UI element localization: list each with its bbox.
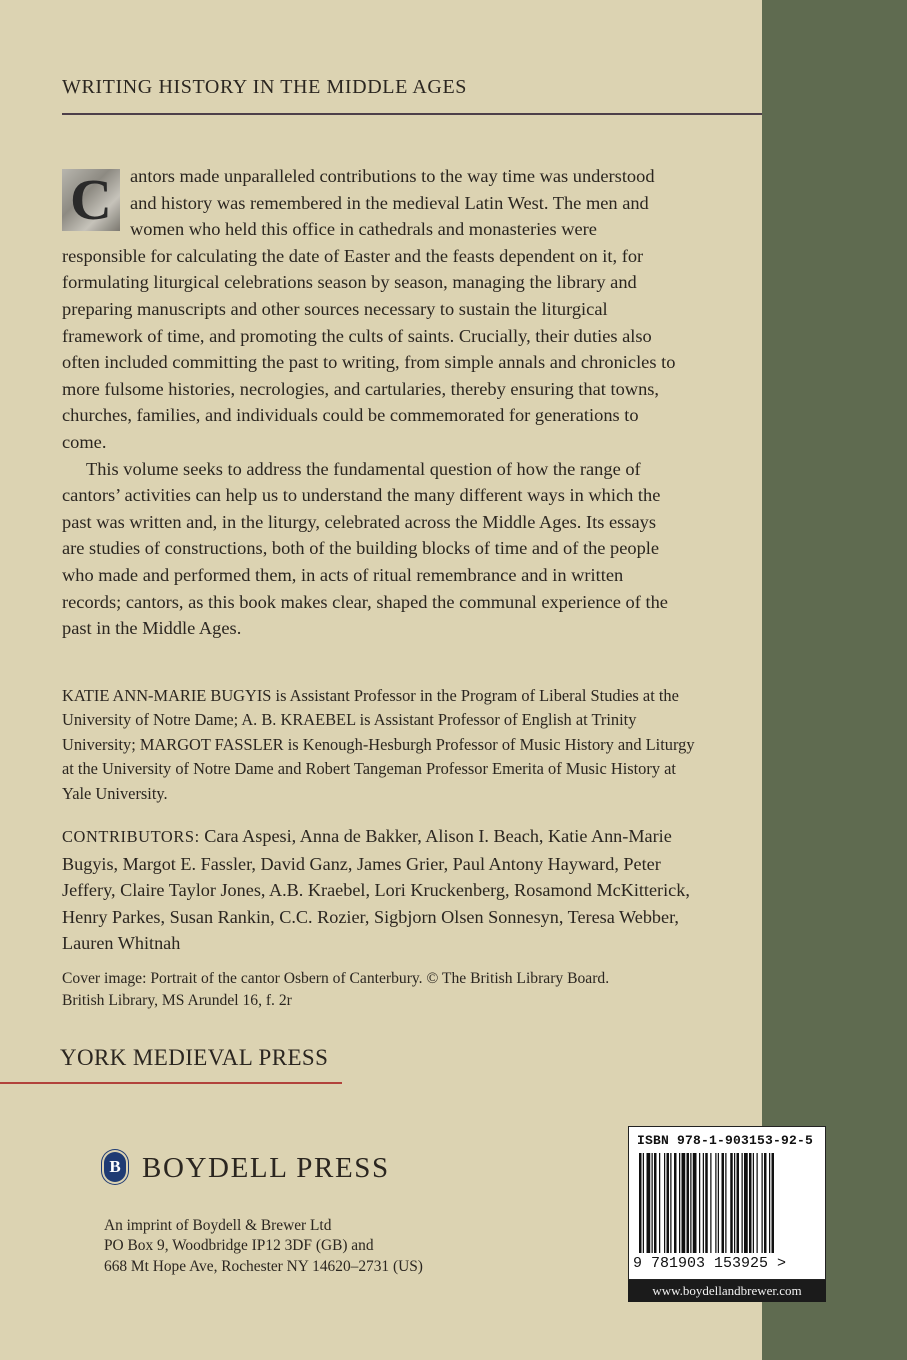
blurb-paragraph-1-text: antors made unparalleled contributions to the way time was understood and history was remembered in the medieval Latin West. The men and women who held this office in cathedrals and monasteries were responsible for calculating the date of Easter and the feasts dependent on it, for formulating liturgical celebrations season by season, managing the library and preparing manuscripts and other sources necessary to sustain the liturgical framework of time, and promoting the cults of saints. Crucially, their duties also often included committing the past to writing, from simple annals and chronicles to more fulsome histories, necrologies, and cartularies, thereby ensuring that towns, churches, families, and individuals could be commemorated for generations to come.: [62, 166, 676, 452]
contributors-names: Cara Aspesi, Anna de Bakker, Alison I. Beach, Katie Ann-Marie Bugyis, Margot E. Fassler, David Ganz, James Grier, Paul Antony Hayward, Peter Jeffery, Claire Taylor Jones, A.B. Kraebel, Lori Kruckenberg, Rosamond McKitterick, Henry Parkes, Susan Rankin, C.C. Rozier, Sigbjorn Olsen Sonnesyn, Teresa Webber, Lauren Whitnah: [62, 826, 690, 954]
imprint-line: PO Box 9, Woodbridge IP12 3DF (GB) and: [104, 1237, 374, 1255]
press-name: YORK MEDIEVAL PRESS: [60, 1045, 329, 1070]
isbn-barcode: [628, 1126, 826, 1280]
imprint-line: An imprint of Boydell & Brewer Ltd: [104, 1217, 332, 1234]
boydell-logo-icon: B: [104, 1152, 126, 1182]
cover-credit: [62, 968, 702, 1013]
book-blurb: [62, 163, 682, 642]
contributors-list: [62, 823, 712, 957]
editors-bio: KATIE ANN-MARIE BUGYIS is Assistant Professor in the Program of Liberal Studies at the University of Notre Dame; A. B. KRAEBEL is Assistant Professor of English at Trinity University; MARGOT FASSLER is Kenough-Hesburgh Professor of Music History and Liturgy at the University of Notre Dame and Robert Tangeman Professor Emerita of Music History at Yale University.: [62, 686, 695, 803]
series-title: WRITING HISTORY IN THE MIDDLE AGES: [62, 76, 468, 98]
series-divider: [62, 113, 762, 115]
drop-cap-illumination: C: [62, 169, 120, 231]
contributors-label: CONTRIBUTORS:: [62, 827, 200, 846]
publisher-imprint: [104, 1216, 524, 1277]
website-url: www.boydellandbrewer.com: [628, 1280, 826, 1302]
press-divider: [0, 1082, 342, 1084]
cover-credit-line: Cover image: Portrait of the cantor Osbern of Canterbury. © The British Library Board.: [62, 970, 610, 987]
publisher-name: BOYDELL PRESS: [142, 1152, 390, 1184]
blurb-paragraph-1: [62, 163, 682, 456]
barcode-digits: 9 781903 153925 >: [633, 1255, 787, 1272]
imprint-line: 668 Mt Hope Ave, Rochester NY 14620–2731 (US): [104, 1257, 423, 1275]
blurb-paragraph-2: This volume seeks to address the fundamental question of how the range of cantors’ activities can help us to understand the many different ways in which the past was written and, in the liturgy, celebrated across the Middle Ages. Its essays are studies of constructions, both of the building blocks of time and of the people who made and performed them, in acts of ritual remembrance and in written records; cantors, as this book makes clear, shaped the communal experience of the past in the Middle Ages.: [62, 458, 668, 639]
isbn-number: ISBN 978-1-903153-92-5: [637, 1133, 814, 1148]
barcode-bars-icon: [637, 1153, 817, 1257]
cover-credit-line: British Library, MS Arundel 16, f. 2r: [62, 992, 292, 1010]
